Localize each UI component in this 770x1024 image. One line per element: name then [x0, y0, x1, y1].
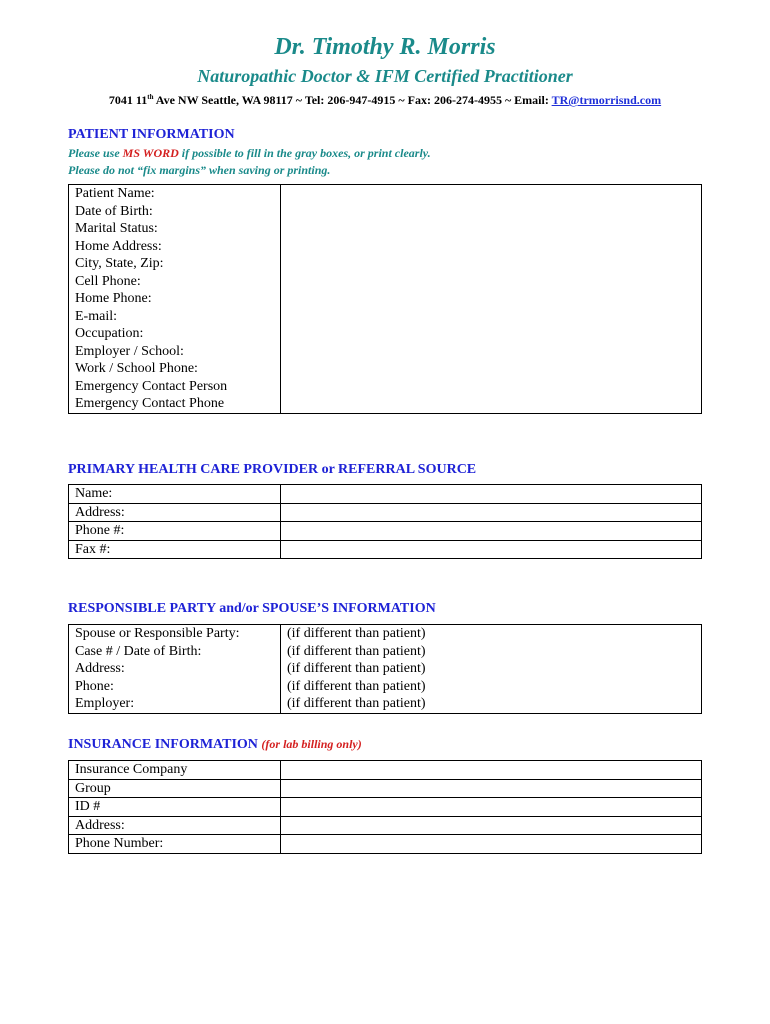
field-input-employer[interactable]: (if different than patient): [281, 695, 702, 713]
field-input-occupation[interactable]: [281, 325, 702, 343]
patient-information-heading: PATIENT INFORMATION: [68, 127, 235, 142]
table-row: [69, 678, 702, 696]
table-row: [69, 185, 702, 203]
table-row: [69, 798, 702, 817]
field-input-fax[interactable]: [281, 540, 702, 559]
field-label-spouse-or-responsible-party: Spouse or Responsible Party:: [69, 625, 281, 643]
table-row: [69, 522, 702, 541]
field-label-work-school-phone: Work / School Phone:: [69, 360, 281, 378]
field-label-e-mail: E-mail:: [69, 308, 281, 326]
table-row: [69, 203, 702, 221]
field-input-city-state-zip[interactable]: [281, 255, 702, 273]
field-input-id[interactable]: [281, 798, 702, 817]
field-input-phone-number[interactable]: [281, 835, 702, 854]
table-row: [69, 540, 702, 559]
field-input-name[interactable]: [281, 485, 702, 504]
ms-word-emphasis: MS WORD: [122, 146, 179, 160]
field-label-address: Address:: [69, 816, 281, 835]
margin-instructions: Please do not “fix margins” when saving or printing.: [68, 163, 331, 177]
field-label-city-state-zip: City, State, Zip:: [69, 255, 281, 273]
table-row: [69, 378, 702, 396]
fill-instructions: Please use MS WORD if possible to fill in the gray boxes, or print clearly.: [68, 146, 431, 160]
table-row: [69, 360, 702, 378]
field-input-insurance-company[interactable]: [281, 761, 702, 780]
responsible-party-heading: RESPONSIBLE PARTY and/or SPOUSE’S INFORMATION: [68, 601, 436, 616]
field-label-phone: Phone:: [69, 678, 281, 696]
field-label-occupation: Occupation:: [69, 325, 281, 343]
field-label-date-of-birth: Date of Birth:: [69, 203, 281, 221]
table-row: [69, 625, 702, 643]
field-input-address[interactable]: (if different than patient): [281, 660, 702, 678]
field-input-date-of-birth[interactable]: [281, 203, 702, 221]
insurance-heading: INSURANCE INFORMATION (for lab billing only): [68, 737, 362, 752]
field-label-insurance-company: Insurance Company: [69, 761, 281, 780]
table-row: [69, 643, 702, 661]
field-label-group: Group: [69, 779, 281, 798]
field-label-name: Name:: [69, 485, 281, 504]
field-label-home-phone: Home Phone:: [69, 290, 281, 308]
field-label-emergency-contact-person: Emergency Contact Person: [69, 378, 281, 396]
field-input-spouse-or-responsible-party[interactable]: (if different than patient): [281, 625, 702, 643]
address-street-number: 7041 11: [108, 93, 148, 107]
contact-address-line: [0, 93, 770, 108]
field-label-employer-school: Employer / School:: [69, 343, 281, 361]
insurance-note: (for lab billing only): [261, 737, 362, 751]
table-row: [69, 761, 702, 780]
field-input-work-school-phone[interactable]: [281, 360, 702, 378]
doctor-name-title: Dr. Timothy R. Morris: [274, 34, 496, 60]
field-label-phone: Phone #:: [69, 522, 281, 541]
field-input-phone[interactable]: (if different than patient): [281, 678, 702, 696]
field-label-address: Address:: [69, 660, 281, 678]
field-label-case-date-of-birth: Case # / Date of Birth:: [69, 643, 281, 661]
table-row: [69, 308, 702, 326]
table-row: [69, 273, 702, 291]
patient-information-table: [68, 184, 702, 414]
field-input-home-address[interactable]: [281, 238, 702, 256]
table-row: [69, 238, 702, 256]
provider-table: [68, 484, 702, 559]
field-label-id: ID #: [69, 798, 281, 817]
email-link[interactable]: TR@trmorrisnd.com: [551, 93, 662, 107]
table-row: [69, 255, 702, 273]
field-input-marital-status[interactable]: [281, 220, 702, 238]
table-row: [69, 343, 702, 361]
field-label-cell-phone: Cell Phone:: [69, 273, 281, 291]
insurance-table: [68, 760, 702, 854]
table-row: [69, 325, 702, 343]
field-label-phone-number: Phone Number:: [69, 835, 281, 854]
field-input-emergency-contact-phone[interactable]: [281, 395, 702, 413]
address-ordinal-suffix: th: [147, 93, 154, 101]
field-input-e-mail[interactable]: [281, 308, 702, 326]
field-input-home-phone[interactable]: [281, 290, 702, 308]
field-label-emergency-contact-phone: Emergency Contact Phone: [69, 395, 281, 413]
table-row: [69, 395, 702, 413]
field-input-employer-school[interactable]: [281, 343, 702, 361]
field-label-address: Address:: [69, 503, 281, 522]
field-label-patient-name: Patient Name:: [69, 185, 281, 203]
field-input-phone[interactable]: [281, 522, 702, 541]
table-row: [69, 660, 702, 678]
field-input-emergency-contact-person[interactable]: [281, 378, 702, 396]
field-label-home-address: Home Address:: [69, 238, 281, 256]
table-row: [69, 835, 702, 854]
doctor-credentials-subtitle: Naturopathic Doctor & IFM Certified Practitioner: [197, 66, 573, 86]
field-input-address[interactable]: [281, 503, 702, 522]
table-row: [69, 485, 702, 504]
table-row: [69, 220, 702, 238]
table-row: [69, 503, 702, 522]
responsible-party-table: [68, 624, 702, 714]
field-input-case-date-of-birth[interactable]: (if different than patient): [281, 643, 702, 661]
table-row: [69, 779, 702, 798]
address-contact-details: Ave NW Seattle, WA 98117 ~ Tel: 206-947-4915 ~ Fax: 206-274-4955 ~ Email:: [153, 93, 552, 107]
field-label-employer: Employer:: [69, 695, 281, 713]
field-input-group[interactable]: [281, 779, 702, 798]
table-row: [69, 695, 702, 713]
field-input-cell-phone[interactable]: [281, 273, 702, 291]
field-input-address[interactable]: [281, 816, 702, 835]
field-label-marital-status: Marital Status:: [69, 220, 281, 238]
provider-heading: PRIMARY HEALTH CARE PROVIDER or REFERRAL SOURCE: [68, 462, 477, 477]
table-row: [69, 290, 702, 308]
field-input-patient-name[interactable]: [281, 185, 702, 203]
field-label-fax: Fax #:: [69, 540, 281, 559]
table-row: [69, 816, 702, 835]
